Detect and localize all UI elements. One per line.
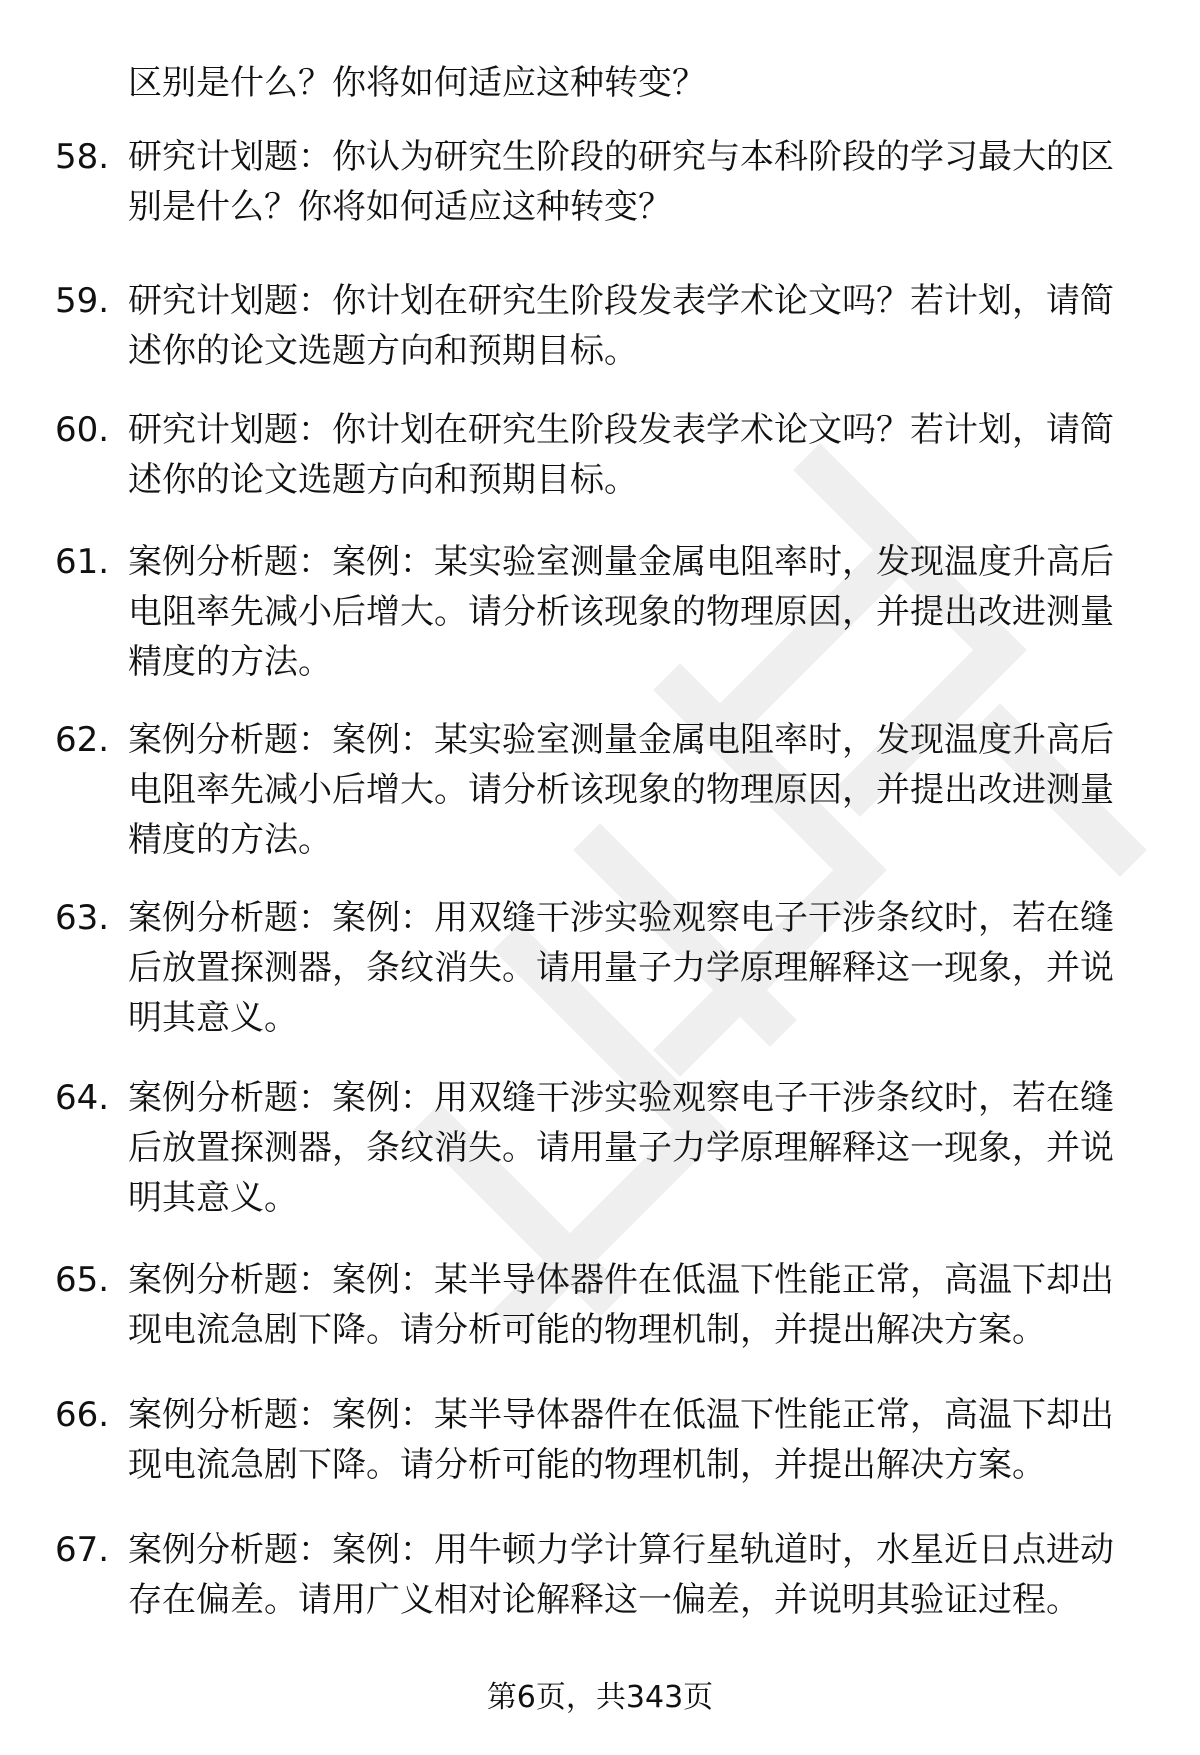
question-number: 62. <box>55 720 110 760</box>
question-item <box>55 1525 1145 1625</box>
question-text: 案例分析题：案例：某半导体器件在低温下性能正常，高温下却出现电流急剧下降。请分析可能的物理机制，并提出解决方案。 <box>128 1260 1114 1350</box>
question-number: 65. <box>55 1260 110 1300</box>
question-item <box>55 1073 1145 1223</box>
question-number: 64. <box>55 1078 110 1118</box>
question-number: 66. <box>55 1395 110 1435</box>
question-number: 59. <box>55 281 110 321</box>
question-item <box>55 893 1145 1043</box>
question-text: 研究计划题：你计划在研究生阶段发表学术论文吗？若计划，请简述你的论文选题方向和预期目标。 <box>128 410 1114 500</box>
question-text: 案例分析题：案例：某半导体器件在低温下性能正常，高温下却出现电流急剧下降。请分析可能的物理机制，并提出解决方案。 <box>128 1395 1114 1485</box>
question-number: 63. <box>55 898 110 938</box>
question-number: 60. <box>55 410 110 450</box>
question-text: 案例分析题：案例：某实验室测量金属电阻率时，发现温度升高后电阻率先减小后增大。请分析该现象的物理原因，并提出改进测量精度的方法。 <box>128 720 1114 860</box>
question-number: 58. <box>55 137 110 177</box>
question-number: 61. <box>55 542 110 582</box>
question-item <box>55 405 1145 505</box>
question-text: 案例分析题：案例：用双缝干涉实验观察电子干涉条纹时，若在缝后放置探测器，条纹消失。请用量子力学原理解释这一现象，并说明其意义。 <box>128 1078 1114 1218</box>
question-number: 67. <box>55 1530 110 1570</box>
question-item <box>55 1255 1145 1355</box>
question-item <box>55 132 1145 232</box>
page-footer: 第6页，共343页 <box>486 1680 714 1715</box>
question-item <box>55 537 1145 687</box>
question-item <box>55 715 1145 865</box>
question-item <box>55 1390 1145 1490</box>
question-text: 案例分析题：案例：用双缝干涉实验观察电子干涉条纹时，若在缝后放置探测器，条纹消失。请用量子力学原理解释这一现象，并说明其意义。 <box>128 898 1114 1038</box>
question-text: 案例分析题：案例：用牛顿力学计算行星轨道时，水星近日点进动存在偏差。请用广义相对论解释这一偏差，并说明其验证过程。 <box>128 1530 1114 1620</box>
question-text: 案例分析题：案例：某实验室测量金属电阻率时，发现温度升高后电阻率先减小后增大。请分析该现象的物理原因，并提出改进测量精度的方法。 <box>128 542 1114 682</box>
question-text: 研究计划题：你计划在研究生阶段发表学术论文吗？若计划，请简述你的论文选题方向和预期目标。 <box>128 281 1114 371</box>
question-item <box>55 276 1145 376</box>
carryover-text: 区别是什么？你将如何适应这种转变？ <box>128 63 706 103</box>
question-text: 研究计划题：你认为研究生阶段的研究与本科阶段的学习最大的区别是什么？你将如何适应这种转变？ <box>128 137 1114 227</box>
